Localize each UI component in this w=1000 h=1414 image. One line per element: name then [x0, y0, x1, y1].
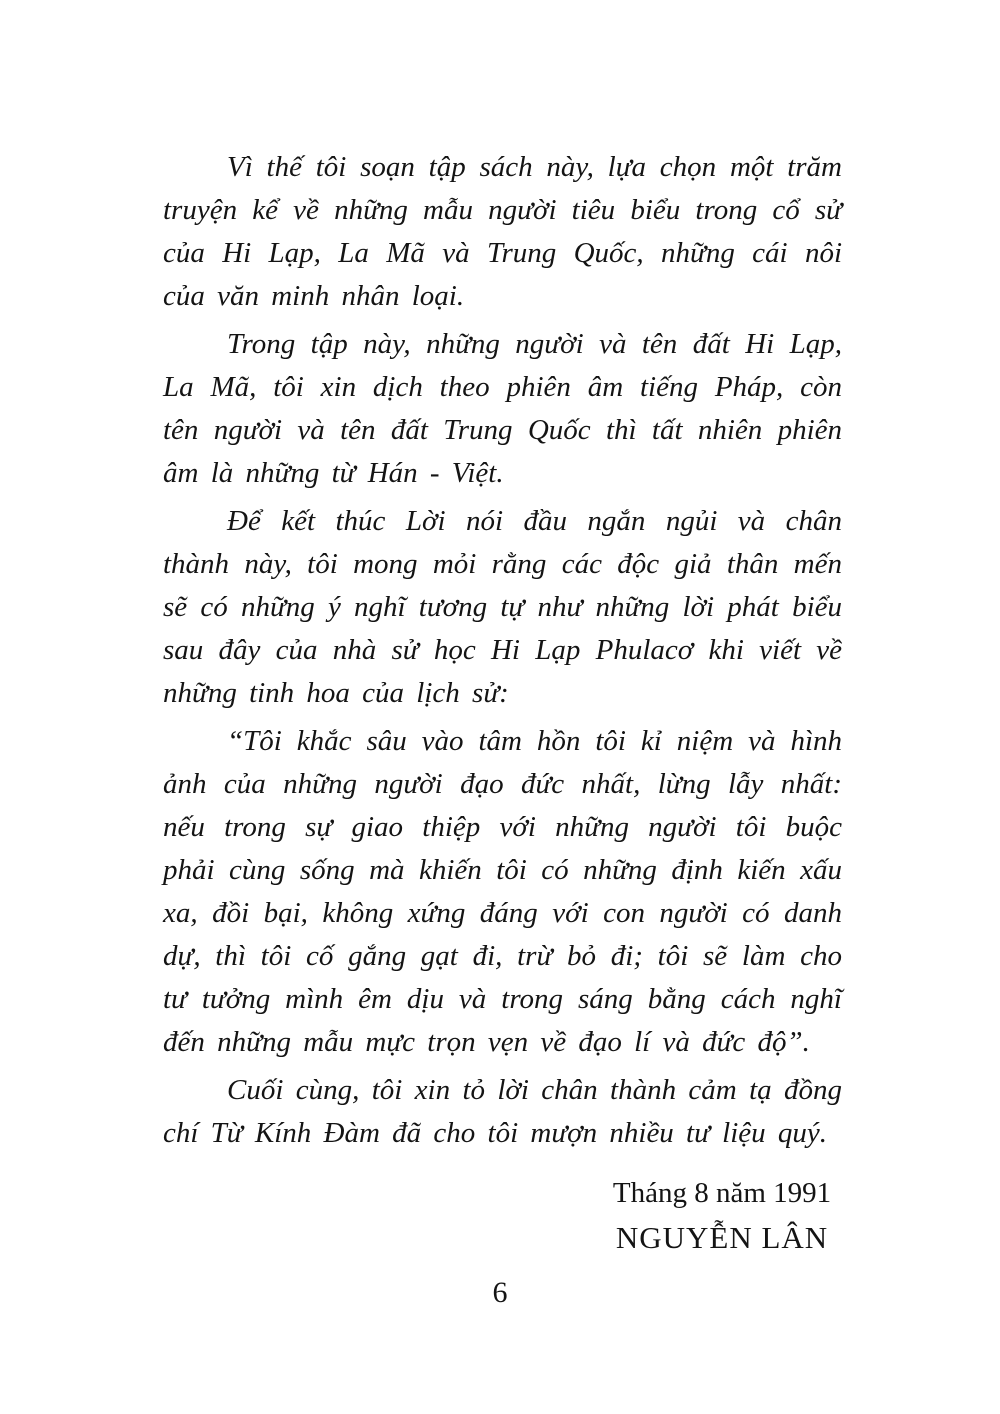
date-line: Tháng 8 năm 1991 [612, 1177, 832, 1209]
paragraph-intro: Vì thế tôi soạn tập sách này, lựa chọn một trăm truyện kể về những mẫu người tiêu biểu trong cổ sử của Hi Lạp, La Mã và Trung Quốc, những cái nôi của văn minh nhân loại. [163, 151, 842, 312]
signature-block [602, 1171, 842, 1261]
paragraph-thanks: Cuối cùng, tôi xin tỏ lời chân thành cảm tạ đồng chí Từ Kính Đàm đã cho tôi mượn nhiều tư liệu quý. [163, 1074, 842, 1149]
paragraph-transliteration: Trong tập này, những người và tên đất Hi Lạp, La Mã, tôi xin dịch theo phiên âm tiếng Pháp, còn tên người và tên đất Trung Quốc thì tất nhiên phiên âm là những từ Hán - Việt. [163, 328, 842, 489]
text-block [163, 146, 842, 1261]
quote-paragraph: “Tôi khắc sâu vào tâm hồn tôi kỉ niệm và hình ảnh của những người đạo đức nhất, lừng lẫy nhất: nếu trong sự giao thiệp với những người tôi buộc phải cùng sống mà khiến tôi có những định kiến xấu xa, đồi bại, không xứng đáng với con người có danh dự, thì tôi cố gắng gạt đi, trừ bỏ đi; tôi sẽ làm cho tư tưởng mình êm dịu và trong sáng bằng cách nghĩ đến những mẫu mực trọn vẹn về đạo lí và đức độ”. [163, 725, 842, 1058]
paragraph-closing-wish: Để kết thúc Lời nói đầu ngắn ngủi và chân thành này, tôi mong mỏi rằng các độc giả thân mến sẽ có những ý nghĩ tương tự như những lời phát biểu sau đây của nhà sử học Hi Lạp Phulacơ khi viết về những tinh hoa của lịch sử: [163, 505, 842, 709]
page-number: 6 [492, 1276, 508, 1309]
author-name: NGUYỄN LÂN [615, 1220, 829, 1255]
